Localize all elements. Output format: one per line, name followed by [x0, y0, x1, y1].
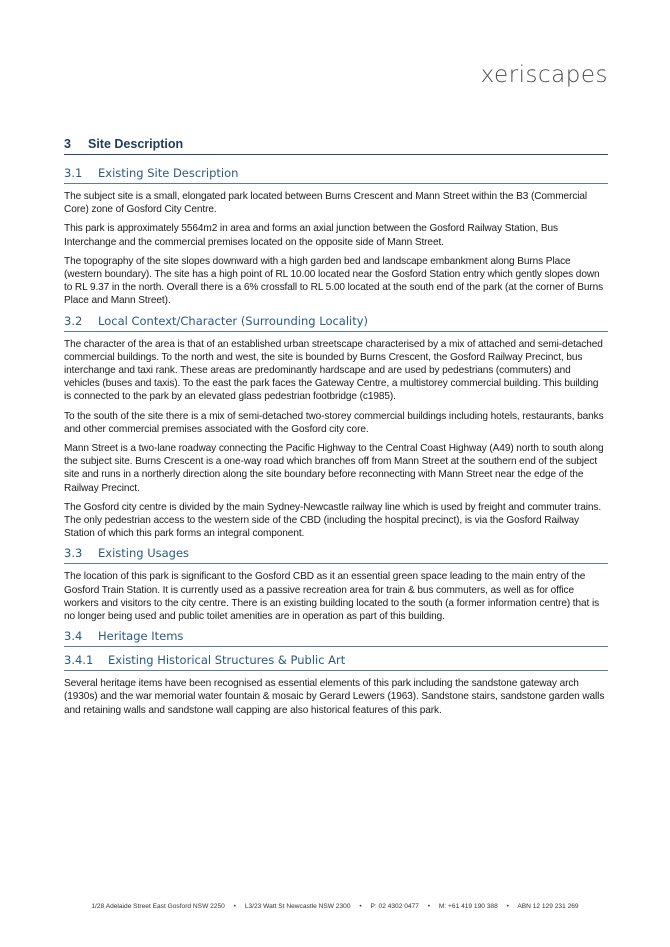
subsection-number: 3.4	[64, 629, 83, 644]
subsection-number: 3.1	[64, 166, 83, 180]
paragraph: Several heritage items have been recognised as essential elements of this park including the sandstone gateway arch (1930s) and the war memorial water fountain & mosaic by Gerard Lewers (1963). Sandstone stairs, sandstone garden walls and retaining walls and sandstone wall capping are also historical features of this park.	[64, 678, 605, 716]
subsection-heading-3-4	[64, 629, 608, 647]
document-body	[64, 137, 608, 723]
paragraph: To the south of the site there is a mix of semi-detached two-storey commercial buildings including hotels, restaurants, banks and other commercial premises associated with the Gosford city core.	[64, 410, 604, 435]
footer-abn: ABN 12 129 231 269	[517, 903, 579, 910]
section-heading	[64, 137, 608, 155]
paragraph: Mann Street is a two-lane roadway connecting the Pacific Highway to the Central Coast Highway (A49) north to south along the subject site. Burns Crescent is a one-way road which branches off from Mann Street at the southern end of the subject site and runs in a northerly direction along the site boundary before reconnecting with Mann Street near the edge of the Railway Precinct.	[64, 443, 604, 494]
subsection-number: 3.2	[64, 313, 83, 328]
footer-mobile: M: +61 419 190 388	[438, 903, 498, 910]
paragraph: The subject site is a small, elongated park located between Burns Crescent and Mann Street within the B3 (Commercial Core) zone of Gosford City Centre.	[64, 191, 588, 216]
subsection-title: Local Context/Character (Surrounding Locality)	[98, 313, 369, 328]
footer-address-gosford: 1/28 Adelaide Street East Gosford NSW 2250	[91, 903, 225, 910]
paragraph: The topography of the site slopes downward with a high garden bed and landscape embankment along Burns Place (western boundary). The site has a high point of RL 10.00 located near the Gosford Station entry which gently slopes down to RL 9.37 in the north. Overall there is a 6% crossfall to RL 5.00 located at the south end of the park (at the corner of Burns Place and Mann Street).	[64, 255, 604, 307]
footer-address-newcastle: L3/23 Watt St Newcastle NSW 2300	[244, 903, 351, 910]
paragraph: This park is approximately 5564m2 in area and forms an axial junction between the Gosford Railway Station, Bus Interchange and the commercial premises located on the opposite side of Mann Street.	[64, 223, 558, 248]
subsection-title: Existing Site Description	[98, 166, 239, 180]
subsection-title: Existing Usages	[98, 546, 190, 561]
footer-separator: •	[427, 903, 431, 910]
subsection-title: Existing Historical Structures & Public Art	[108, 653, 346, 668]
page-footer	[0, 903, 670, 910]
subsection-title: Heritage Items	[98, 629, 184, 644]
subsection-number: 3.3	[64, 546, 83, 561]
footer-phone: P: 02 4302 0477	[370, 903, 419, 910]
footer-separator: •	[359, 903, 362, 910]
paragraph: The character of the area is that of an established urban streetscape characterised by a mix of attached and semi-detached commercial buildings. To the north and west, the site is bounded by Burns Crescent, the Gosford Railway Precinct, bus interchange and taxi rank. These areas are predominantly hardscape and are used by pedestrians (commuters) and vehicles (buses and taxis). To the east the park faces the Gateway Centre, a multistorey commercial building. This building is connected to the park by an elevated glass pedestrian footbridge (c1985).	[64, 338, 603, 403]
subsection-heading-3-3	[64, 546, 608, 564]
company-logo: xeriscapes	[480, 62, 608, 88]
subsection-number: 3.4.1	[64, 653, 94, 668]
paragraph: The location of this park is significant to the Gosford CBD as it an essential green space leading to the main entry of the Gosford Train Station. It is currently used as a passive recreation area for train & bus commuters, as well as for office workers and visitors to the city centre. There is an existing building located to the south (a former information centre) that is no longer being used and public toilet amenities are in operation as part of this building.	[64, 571, 600, 623]
subsection-heading-3-4-1	[64, 653, 608, 671]
subsection-heading-3-1	[64, 166, 608, 184]
section-number: 3	[64, 137, 71, 151]
footer-separator: •	[233, 903, 236, 910]
subsection-heading-3-2	[64, 314, 608, 332]
footer-separator: •	[506, 903, 509, 910]
section-title: Site Description	[88, 137, 184, 151]
paragraph: The Gosford city centre is divided by the main Sydney-Newcastle railway line which is used by freight and commuter trains. The only pedestrian access to the western side of the CBD (including the hospital precinct), is via the Gosford Railway Station of which this park forms an integral component.	[64, 501, 602, 540]
